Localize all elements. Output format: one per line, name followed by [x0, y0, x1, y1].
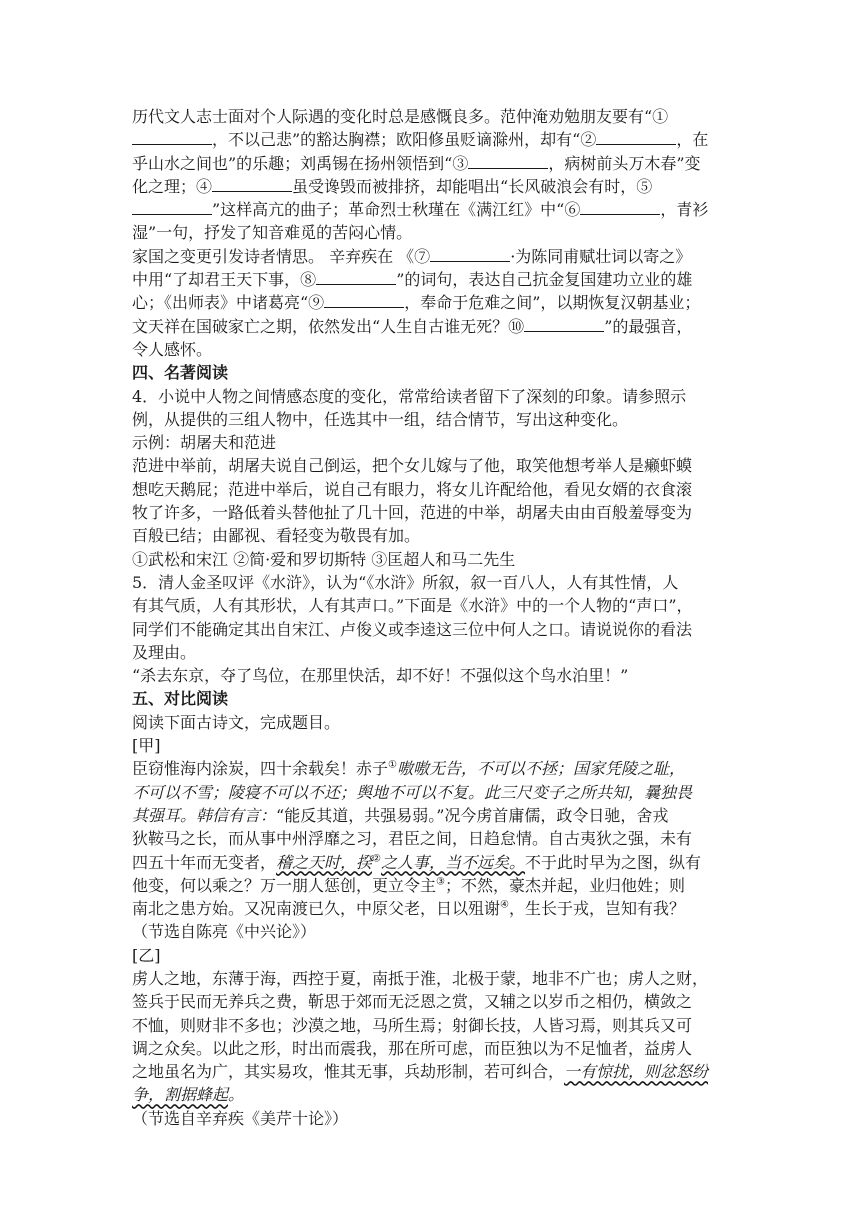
text-segment: 不恤，则财非不多也；沙漠之地，马所生焉；射御长技，人皆习焉，则其兵又可	[132, 1015, 693, 1035]
text-line	[132, 315, 732, 338]
fill-in-blank[interactable]	[324, 291, 404, 308]
fill-in-blank[interactable]	[468, 152, 548, 169]
text-segment: [甲]	[132, 736, 161, 756]
text-line	[132, 664, 732, 687]
fill-in-blank[interactable]	[212, 175, 292, 192]
text-line	[132, 175, 732, 198]
text-segment: 乎山水之间也”的乐趣；刘禹锡在扬州领悟到“③	[132, 153, 469, 173]
text-segment: （节选自辛弃疾《美芹十论》）	[132, 1108, 349, 1128]
text-line	[132, 338, 732, 361]
text-segment: 历代文人志士面对个人际遇的变化时总是感慨良多。范仲淹劝勉朋友要有“①	[132, 107, 669, 126]
text-segment: ，生长于戎，岂知有我？	[508, 899, 685, 919]
text-line	[132, 361, 732, 384]
footnote-marker: ③	[436, 876, 445, 888]
text-segment: ，青衫	[660, 200, 709, 220]
text-line	[132, 501, 732, 524]
text-line	[132, 524, 732, 547]
text-line	[132, 874, 732, 897]
text-segment: 阅读下面古诗文，完成题目。	[132, 712, 341, 732]
text-line	[132, 385, 732, 408]
text-segment: ，在	[676, 130, 709, 150]
text-line	[132, 990, 732, 1013]
text-segment: 臣窃惟海内涂炭，四十余载矣！赤子	[132, 759, 389, 779]
text-segment: 令人感怀。	[132, 339, 213, 359]
text-line	[132, 618, 732, 641]
text-line	[132, 781, 732, 804]
text-segment: 四五十年而无变者，	[132, 852, 277, 872]
text-line	[132, 571, 732, 594]
wavy-underlined-text: 一有惊扰，则忿怒纷	[564, 1062, 709, 1082]
text-segment: 牧了许多，一路低着头替他扯了几十回，范进的中举，胡屠夫由由百般羞辱变为	[132, 503, 693, 523]
text-line	[132, 641, 732, 664]
fill-in-blank[interactable]	[132, 198, 212, 215]
wavy-underlined-text: 之人事，当不远矣。	[381, 852, 526, 872]
wavy-underlined-text: 稽之天时，揆	[276, 852, 373, 872]
text-segment: 化之理；④	[132, 176, 213, 196]
text-line	[132, 967, 732, 990]
text-segment: 中用“了却君王天下事，⑧	[132, 270, 317, 290]
fill-in-blank[interactable]	[316, 268, 396, 285]
text-line	[132, 1014, 732, 1037]
fill-in-blank[interactable]	[580, 198, 660, 215]
text-line	[132, 757, 732, 780]
text-line	[132, 291, 732, 314]
text-line	[132, 478, 732, 501]
text-line	[132, 827, 732, 850]
text-segment: ·为陈同甫赋壮词以寄之》	[510, 246, 692, 266]
text-segment: 。	[228, 1085, 245, 1105]
text-segment: 不于此时早为之图，纵有	[525, 852, 702, 872]
section-heading: 四、名著阅读	[132, 363, 229, 383]
text-segment: 签兵于民而无养兵之费，靳思于郊而无泛恩之赏，又辅之以岁币之相仍，横敛之	[132, 992, 693, 1012]
text-segment: ”的词句，表达自己抗金复国建功立业的雄	[396, 270, 693, 290]
text-segment: 示例：胡屠夫和范进	[132, 433, 277, 453]
section-heading: 五、对比阅读	[132, 689, 229, 709]
text-segment: 虏人之地，东薄于海，西控于夏，南抵于淮，北极于蒙，地非不广也；虏人之财，	[132, 968, 709, 988]
text-segment: 范进中举前，胡屠夫说自己倒运，把个女儿嫁与了他，取笑他想考举人是癞虾蟆	[132, 456, 693, 476]
text-segment: 他变，何以乘之？万一朋人惩创，更立令主	[132, 875, 437, 895]
fill-in-blank[interactable]	[524, 315, 604, 332]
text-segment: ；不然，豪杰并起，业归他姓；则	[444, 875, 685, 895]
text-line	[132, 548, 732, 571]
text-line	[132, 734, 732, 757]
text-segment: 湿”一句，抒发了知音难觅的苦闷心情。	[132, 223, 413, 243]
text-line	[132, 897, 732, 920]
text-segment: （节选自陈亮《中兴论》）	[132, 922, 317, 942]
text-segment: [乙]	[132, 945, 161, 965]
text-segment: 调之众矣。以此之形，时出而震我，那在所可虑，而臣独以为不足恤者，益虏人	[132, 1038, 693, 1058]
text-line	[132, 851, 732, 874]
text-segment: ，不以己悲”的豁达胸襟；欧阳修虽贬谪滁州，却有“②	[212, 130, 597, 150]
text-segment: 家国之变更引发诗者情思。 辛弃疾在 《⑦	[132, 246, 431, 266]
text-line	[132, 408, 732, 431]
text-segment: 同学们不能确定其出自宋江、卢俊义或李逵这三位中何人之口。请说说你的看法	[132, 619, 693, 639]
text-segment: 百般已结；由鄙视、看轻变为敬畏有加。	[132, 526, 421, 546]
text-segment: 及理由。	[132, 642, 197, 662]
text-segment: “能反其道，共强易弱。”况今虏首庸儒，政令日驰，舍戎	[276, 805, 669, 825]
text-line	[132, 920, 732, 943]
text-segment: 嗷嗷无告，不可以不拯；国家凭陵之耻，	[396, 759, 685, 779]
fill-in-blank[interactable]	[596, 128, 676, 145]
text-segment: 心；《出师表》中诸葛亮“⑨	[132, 293, 325, 313]
text-segment: ”的最强音，	[604, 316, 693, 336]
text-segment: ①武松和宋江 ②简·爱和罗切斯特 ③匡超人和马二先生	[132, 549, 516, 569]
text-line	[132, 711, 732, 734]
text-line	[132, 198, 732, 221]
fill-in-blank[interactable]	[430, 245, 510, 262]
text-segment: 南北之患方始。又况南渡已久，中原父老，日以殂谢	[132, 899, 501, 919]
text-segment: 想吃天鹅屁；范进中举后，说自己有眼力，将女儿许配给他，看见女婿的衣食滚	[132, 479, 693, 499]
footnote-marker: ④	[500, 899, 509, 911]
text-line	[132, 268, 732, 291]
text-line	[132, 944, 732, 967]
text-line	[132, 431, 732, 454]
text-line	[132, 804, 732, 827]
text-segment: 例，从提供的三组人物中，任选其中一组，结合情节，写出这种变化。	[132, 409, 629, 429]
text-segment: 之地虽名为广，其实易攻，惟其无事，兵劫形制，若可纠合，	[132, 1062, 565, 1082]
text-line	[132, 221, 732, 244]
text-line	[132, 594, 732, 617]
text-segment: 狄鞍马之长，而从事中州浮靡之习，君臣之间，日趋怠情。自古夷狄之强，未有	[132, 829, 693, 849]
text-segment: 不可以不雪；陵寝不可以不还；舆地不可以不复。此三尺变子之所共知，曩独畏	[132, 782, 693, 802]
text-line	[132, 105, 732, 128]
document-body	[132, 105, 732, 1130]
text-line	[132, 454, 732, 477]
footnote-marker: ①	[388, 759, 397, 771]
text-segment: 4．小说中人物之间情感态度的变化，常常给读者留下了深刻的印象。请参照示	[132, 386, 687, 406]
text-segment: 虽受谗毁而被排挤，却能唱出“长风破浪会有时，⑤	[292, 176, 653, 196]
text-line	[132, 245, 732, 268]
text-line	[132, 1060, 732, 1083]
text-segment: “杀去东京，夺了鸟位，在那里快活，却不好！不强似这个鸟水泊里！”	[132, 666, 629, 686]
text-segment: 有其气质，人有其形状，人有其声口。”下面是《水浒》中的一个人物的“声口”，	[132, 596, 693, 616]
text-line	[132, 687, 732, 710]
text-segment: 5．清人金圣叹评《水浒》，认为“《水浒》所叙，叙一百八人，人有其性情，人	[132, 572, 679, 592]
text-segment: 其强耳。韩信有言：	[132, 805, 277, 825]
footnote-marker: ②	[372, 853, 381, 865]
wavy-underlined-text: 争，割据蜂起	[132, 1085, 229, 1105]
text-line	[132, 1107, 732, 1130]
text-line	[132, 152, 732, 175]
text-segment: ，奉命于危难之间”，以期恢复汉朝基业；	[404, 293, 701, 313]
text-line	[132, 1083, 732, 1106]
text-line	[132, 128, 732, 151]
fill-in-blank[interactable]	[132, 128, 212, 145]
text-line	[132, 1037, 732, 1060]
text-segment: ”这样高亢的曲子；革命烈士秋瑾在《满江红》中“⑥	[212, 200, 581, 220]
text-segment: ，病树前头万木春”变	[548, 153, 701, 173]
text-segment: 文天祥在国破家亡之期，依然发出“人生自古谁无死？⑩	[132, 316, 525, 336]
